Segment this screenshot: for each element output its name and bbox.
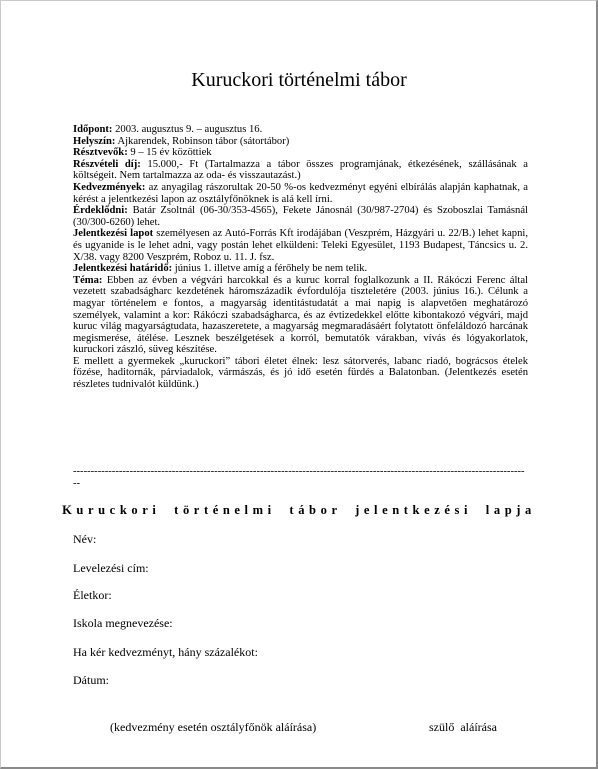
info-reszveteli (73, 159, 528, 182)
field-iskola: Iskola megnevezése: (73, 616, 173, 630)
form-title: Kuruckori történelmi tábor jelentkezési lapja (62, 503, 536, 517)
hatarido-label: Jelentkezési határidő: (73, 263, 173, 275)
idopont-label: Időpont: (73, 124, 113, 135)
info-erdeklodni (73, 205, 528, 228)
info-helyszin (73, 136, 528, 148)
tema-label: Téma: (73, 274, 103, 286)
jelentkezesi-lapot-value: személyesen az Autó-Forrás Kft irodájában (Veszprém, Házgyári u. 22/B.) lehet kapni, és ugyanide is le lehet adni, vagy postán lehet elküldeni: Teleki Egyesület, 1193 Budapest, Táncsics u. 2. X/38. vagy 8200 Veszprém, Roboz u. 11. J. fsz. (73, 228, 528, 263)
kedvezmenyek-value: az anyagilag rászorultak 20-50 %-os kedvezményt egyéni elbírálás alapján kaphatnak, a kérést a jelentkezési lapon az osztályfőnöknek is alá kell írni. (73, 181, 528, 205)
field-nev: Név: (73, 532, 97, 546)
resztvevok-value: 9 – 15 év közöttiek (127, 147, 212, 159)
signature-teacher: (kedvezmény esetén osztályfőnök aláírása) (110, 720, 317, 734)
tema-value: Ebben az évben a végvári harcokkal és a kuruc korral foglalkozunk a II. Rákóczi Ferenc által vezetett szabadságharc kezdetének háromszázadik évfordulója tiszteletére (2003. június 16.). Célunk a magyar történelem e fontos, a magyarság identitástudatát a mai napig is alapvetően meghatározó személyek, valamint a kor: Rákóczi szabadságharca, és az évtizedekkel előtte kibontakozó végvári, majd kuruc világ magyarságtudata, hazaszeretete, a magyarság megmaradásáért folytatott önfeláldozó harcának megismerése, átélése. Lesznek beszélgetések a korról, bemutatók várakban, vívás és lógyakorlatok, kuruckori zászló, süveg készítése. (73, 274, 528, 356)
jelentkezesi-lapot-label: Jelentkezési lapot (73, 228, 154, 240)
signature-parent: szülő aláírása (429, 720, 497, 734)
info-idopont (73, 124, 528, 136)
reszveteli-value: 15.000,- Ft (Tartalmazza a tábor összes programjának, étkezésének, szállásának a költségeit. Nem tartalmazza az oda- és visszautazást.) (73, 158, 528, 182)
reszveteli-label: Részvételi díj: (73, 158, 141, 170)
separator-line: ---------------------------------------------------------------------------------------------------------------------------------- (73, 466, 525, 489)
resztvevok-label: Résztvevők: (73, 147, 128, 159)
info-section (73, 124, 528, 391)
kedvezmenyek-label: Kedvezmények: (73, 181, 146, 193)
erdeklodni-value: Batár Zsoltnál (06-30/353-4565), Fekete Jánosnál (30/987-2704) és Szoboszlai Tamásnál (30/300-6260) lehet. (73, 205, 528, 228)
helyszin-value: Ajkarendek, Robinson tábor (sátortábor) (115, 135, 290, 147)
field-eletkor: Életkor: (73, 588, 112, 602)
helyszin-label: Helyszín: (73, 135, 116, 147)
field-datum: Dátum: (73, 673, 109, 687)
info-kedvezmenyek (73, 182, 528, 205)
field-kedvezmeny: Ha kér kedvezményt, hány százalékot: (73, 645, 258, 659)
info-tema (73, 275, 528, 356)
field-levelezesi-cim: Levelezési cím: (73, 561, 149, 575)
erdeklodni-label: Érdeklődni: (73, 205, 128, 217)
info-resztvevok (73, 147, 528, 159)
page-title: Kuruckori történelmi tábor (191, 69, 407, 91)
info-hatarido (73, 263, 528, 275)
info-para2: E mellett a gyermekek „kuruckori” tábori életet élnek: lesz sátorverés, labanc riadó, bográcsos ételek főzése, haditornák, párviadalok, vármászás, és jó idő esetén fürdés a Balatonban. (Jelentkezés esetén részletes tudnivalót küldünk.) (73, 355, 528, 391)
hatarido-value: június 1. illetve amíg a férőhely be nem telik. (172, 263, 368, 275)
idopont-value: 2003. augusztus 9. – augusztus 16. (112, 124, 263, 135)
info-jelentkezesi-lapot (73, 228, 528, 263)
